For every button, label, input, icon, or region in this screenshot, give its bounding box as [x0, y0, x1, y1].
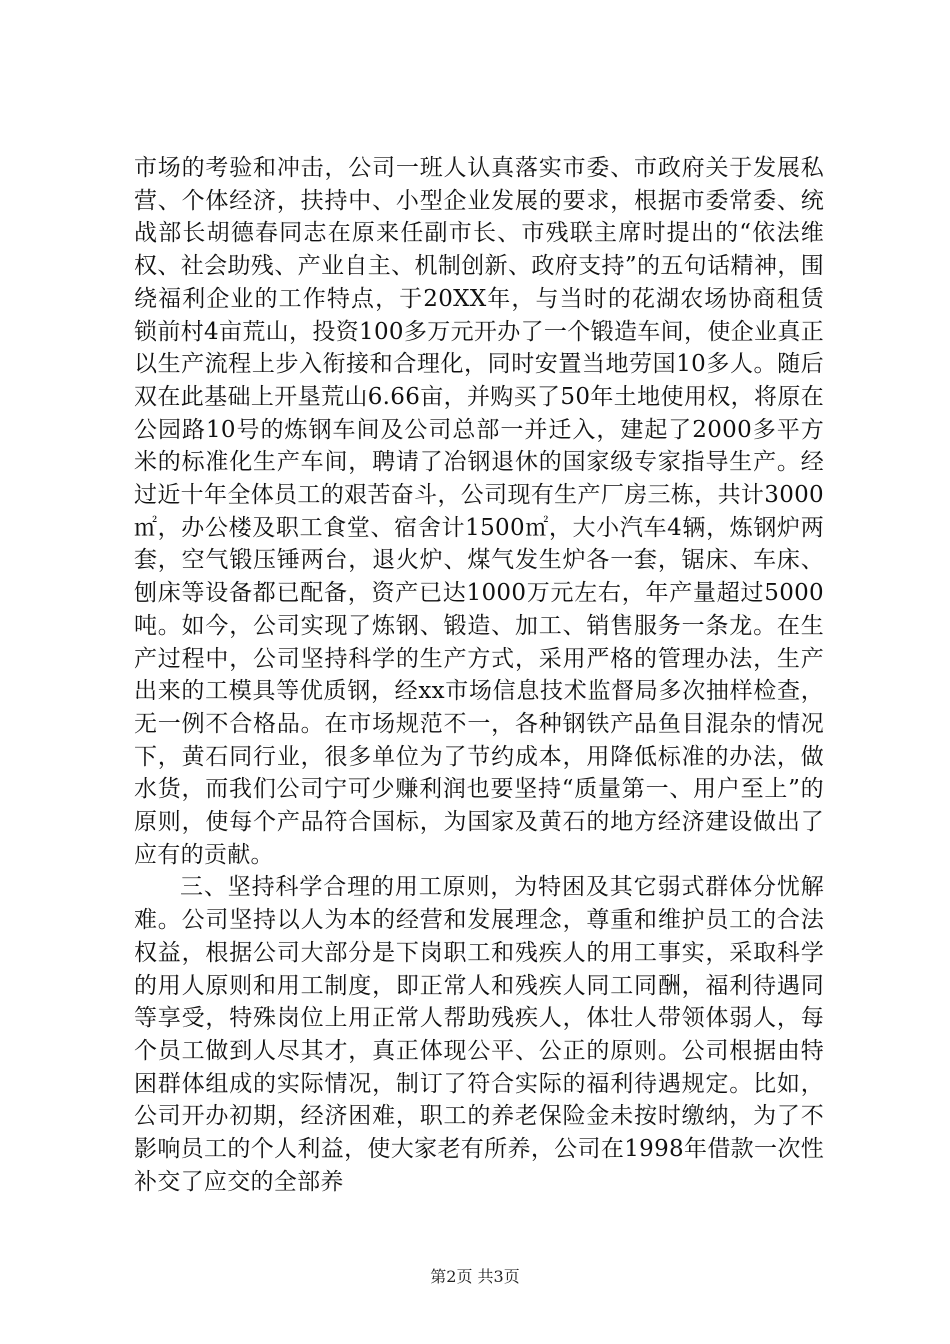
document-body — [134, 152, 824, 1199]
page-footer: 第2页 共3页 — [430, 1267, 520, 1286]
paragraph-1: 市场的考验和冲击，公司一班人认真落实市委、市政府关于发展私营、个体经济，扶持中、小型企业发展的要求，根据市委常委、统战部长胡德春同志在原来任副市长、市残联主席时提出的“依法维权、社会助残、产业自主、机制创新、政府支持”的五句话精神，围绕福利企业的工作特点，于20XX年，与当时的花湖农场协商租赁锁前村4亩荒山，投资100多万元开办了一个锻造车间，使企业真正以生产流程上步入衔接和合理化，同时安置当地劳国10多人。随后双在此基础上开垦荒山6.66亩，并购买了50年土地使用权，将原在公园路10号的炼钢车间及公司总部一并迁入，建起了2000多平方米的标准化生产车间，聘请了冶钢退休的国家级专家指导生产。经过近十年全体员工的艰苦奋斗，公司现有生产厂房三栋，共计3000㎡，办公楼及职工食堂、宿舍计1500㎡，大小汽车4辆，炼钢炉两套，空气锻压锤两台，退火炉、煤气发生炉各一套，锯床、车床、刨床等设备都已配备，资产已达1000万元左右，年产量超过5000吨。如今，公司实现了炼钢、锻造、加工、销售服务一条龙。在生产过程中，公司坚持科学的生产方式，采用严格的管理办法，生产出来的工模具等优质钢，经xx市场信息技术监督局多次抽样检查，无一例不合格品。在市场规范不一，各种钢铁产品鱼目混杂的情况下，黄石同行业，很多单位为了节约成本，用降低标准的办法，做水货，而我们公司宁可少赚利润也要坚持“质量第一、用户至上”的原则，使每个产品符合国标，为国家及黄石的地方经济建设做出了应有的贡献。 — [134, 155, 824, 868]
paragraph-2: 三、坚持科学合理的用工原则，为特困及其它弱式群体分忧解难。公司坚持以人为本的经营和发展理念，尊重和维护员工的合法权益，根据公司大部分是下岗职工和残疾人的用工事实，采取科学的用人原则和用工制度，即正常人和残疾人同工同酬，福利待遇同等享受，特殊岗位上用正常人帮助残疾人，体壮人带领体弱人，每个员工做到人尽其才，真正体现公平、公正的原则。公司根据由特困群体组成的实际情况，制订了符合实际的福利待遇规定。比如，公司开办初期，经济困难，职工的养老保险金未按时缴纳，为了不影响员工的个人利益，使大家老有所养，公司在1998年借款一次性补交了应交的全部养 — [134, 874, 824, 1195]
